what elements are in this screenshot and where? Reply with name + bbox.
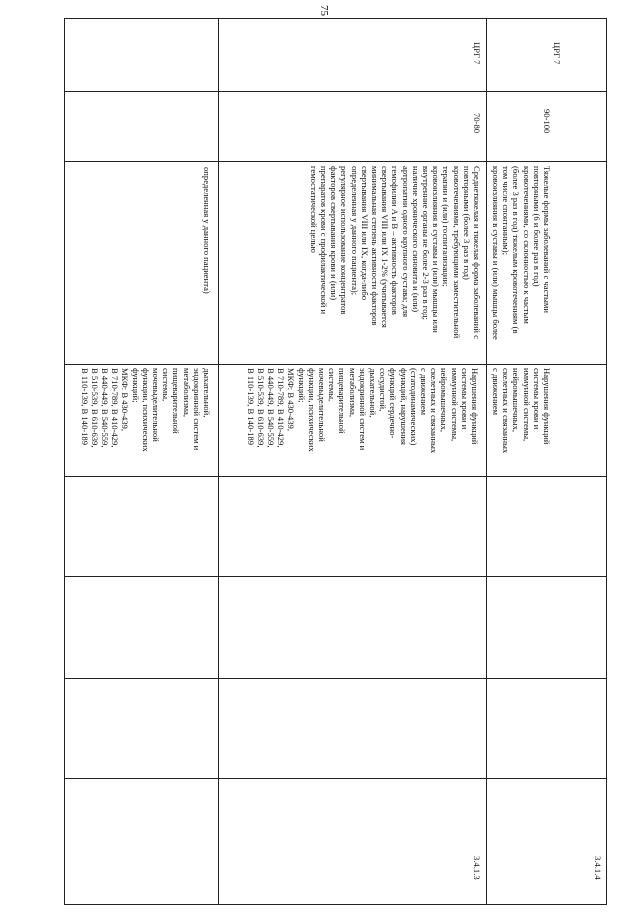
diagnosis-line: эндокринной систем и: [357, 368, 368, 451]
diagnosis-line: B 710-789, B 410-429,: [110, 368, 121, 448]
criteria-line: препаратов крови с профилактической и: [318, 166, 329, 315]
row-1-percent-text: 70-80: [472, 113, 482, 134]
diagnosis-line: иммунной системы,: [521, 368, 532, 442]
criteria-line: (более 3 раз в год) тяжелым кровотечениям (в: [511, 166, 522, 334]
row-1-group-text: ЦРГ 7: [472, 42, 482, 65]
row-2-code-text: 3.4.1.4: [593, 856, 603, 880]
row-2-group: [552, 42, 562, 64]
diagnosis-line: с движением: [418, 368, 429, 416]
row-2-diagnoses: [491, 368, 552, 453]
criteria-line: факторов свертывания крови и (или): [329, 166, 340, 301]
row-2-criteria: [491, 166, 552, 340]
row-1-criteria-cell: [218, 161, 486, 364]
diagnosis-line: мочевыделительной: [150, 368, 161, 442]
criteria-line: свертывания VIII или IX, когда-либо: [359, 166, 370, 301]
row-top-criteria: [202, 167, 212, 294]
diagnosis-line: функции, психических: [306, 368, 317, 452]
diagnosis-line: функций сердечно-: [388, 368, 399, 439]
diagnosis-line: функций;: [130, 368, 141, 403]
diagnosis-line: B 110-139, B 140-189: [79, 368, 90, 446]
row-1-code: [472, 856, 482, 880]
diagnosis-line: B 440-449, B 540-559,: [99, 368, 110, 448]
criteria-line: гемостатической целью: [308, 166, 319, 253]
row-2-percent: [542, 109, 552, 133]
page-number: 75: [318, 5, 330, 16]
diagnosis-line: дыхательной,: [202, 368, 212, 418]
diagnosis-line: МКФ: B 430-439,: [120, 368, 131, 431]
criteria-line: повторными (более 3 раз в год): [461, 166, 472, 280]
criteria-line: минимальная степень активности факторов: [369, 166, 380, 326]
criteria-line: регулярное использование концентратов: [339, 166, 350, 315]
diagnosis-line: Нарушения функций: [542, 368, 552, 445]
criteria-line: повторными (6 и более раз в год): [531, 166, 542, 287]
diagnosis-line: эндокринной систем и: [191, 368, 202, 451]
rotated-table: [64, 18, 607, 905]
diagnosis-line: пищеварительной: [171, 368, 182, 434]
row-2-group-text: ЦРГ 7: [552, 42, 562, 65]
diagnosis-line: иммунной системы,: [449, 368, 460, 442]
criteria-line: кровотечениями, требующими заместительной: [451, 166, 462, 339]
row-1-code-text: 3.4.1.3: [472, 856, 482, 880]
diagnosis-line: с движением: [490, 368, 501, 416]
row-1-code-cell: [218, 778, 486, 905]
criteria-line: кровоизлияния в суставы и (или) мышцы более: [490, 166, 501, 340]
diagnosis-line: сосудистой,: [378, 368, 389, 412]
row-2-code: [593, 856, 603, 880]
row-1-diagnoses-cell: [218, 364, 486, 476]
diagnosis-line: скелетных и связанных: [429, 368, 440, 454]
diagnosis-line: нейромышечных,: [511, 368, 522, 433]
diagnosis-line: B 510-539, B 610-639,: [89, 368, 100, 448]
criteria-line: артропатии одного крупного сустава; для: [400, 166, 411, 318]
row-top-criteria-line: определенная у данного пациента): [202, 167, 212, 294]
diagnosis-line: системы,: [327, 368, 338, 402]
diagnosis-line: системы,: [161, 368, 172, 402]
diagnosis-line: мочевыделительной: [316, 368, 327, 442]
criteria-line: кровотечениями, со склонностью к частым: [521, 166, 532, 324]
row-top-diagnoses: [79, 368, 212, 452]
diagnosis-line: функции, психических: [140, 368, 151, 452]
criteria-line: наличие хронического синовита и (или): [410, 166, 421, 313]
diagnosis-line: нейромышечных,: [439, 368, 450, 433]
diagnosis-line: B 110-139, B 140-189: [245, 368, 256, 446]
row-2-diagnoses-cell: [486, 364, 607, 476]
diagnosis-line: B 440-449, B 540-559,: [265, 368, 276, 448]
diagnosis-line: пищеварительной: [337, 368, 348, 434]
diagnosis-line: функций;: [296, 368, 307, 403]
diagnosis-line: системы крови и: [531, 368, 542, 430]
row-1-diagnoses: [245, 368, 480, 453]
row-1-group: [472, 42, 482, 64]
criteria-line: кровоизлияния в суставы и (или) мышцы или: [431, 166, 442, 333]
criteria-line: терапии и (или) госпитализации;: [441, 166, 452, 287]
criteria-line: том числе спонтанным);: [501, 166, 512, 255]
criteria-line: Среднетяжелая и тяжелая форма заболеваний с: [472, 166, 482, 339]
diagnosis-line: системы крови и: [459, 368, 470, 430]
row-1-percent: [472, 113, 482, 133]
diagnosis-line: дыхательной,: [367, 368, 378, 418]
criteria-line: внутренние органы не более 2-3 раз в год;: [420, 166, 431, 320]
criteria-line: Тяжелые формы заболеваний с частыми: [542, 166, 552, 313]
row-2-criteria-cell: [486, 161, 607, 364]
diagnosis-line: МКФ: B 430-439,: [286, 368, 297, 431]
diagnosis-line: B 710-789, B 410-429,: [276, 368, 287, 448]
diagnosis-line: (статодинамических): [408, 368, 419, 446]
row-2-percent-cell: [486, 91, 607, 161]
row-2-group-cell: [486, 18, 607, 91]
diagnosis-line: метаболизма,: [347, 368, 358, 417]
row-2-code-cell: [486, 778, 607, 905]
diagnosis-line: скелетных и связанных: [501, 368, 512, 454]
row-1-percent-cell: [218, 91, 486, 161]
diagnosis-line: метаболизма,: [181, 368, 192, 417]
diagnosis-line: Нарушения функций: [470, 368, 480, 445]
row-top-diagnoses-cell: [64, 364, 218, 476]
row-1-group-cell: [218, 18, 486, 91]
row-1-criteria: [309, 166, 482, 339]
criteria-line: свертывания VIII или IX 1-2% (учитывается: [380, 166, 391, 328]
row-top-criteria-cell: [64, 161, 218, 364]
criteria-line: определенная у данного пациента);: [349, 166, 360, 296]
row-2-percent-text: 90-100: [542, 109, 552, 134]
criteria-line: гемофилии A и B – активность факторов: [390, 166, 401, 315]
diagnosis-line: B 510-539, B 610-639,: [255, 368, 266, 448]
diagnosis-line: функций, нарушения: [398, 368, 409, 445]
